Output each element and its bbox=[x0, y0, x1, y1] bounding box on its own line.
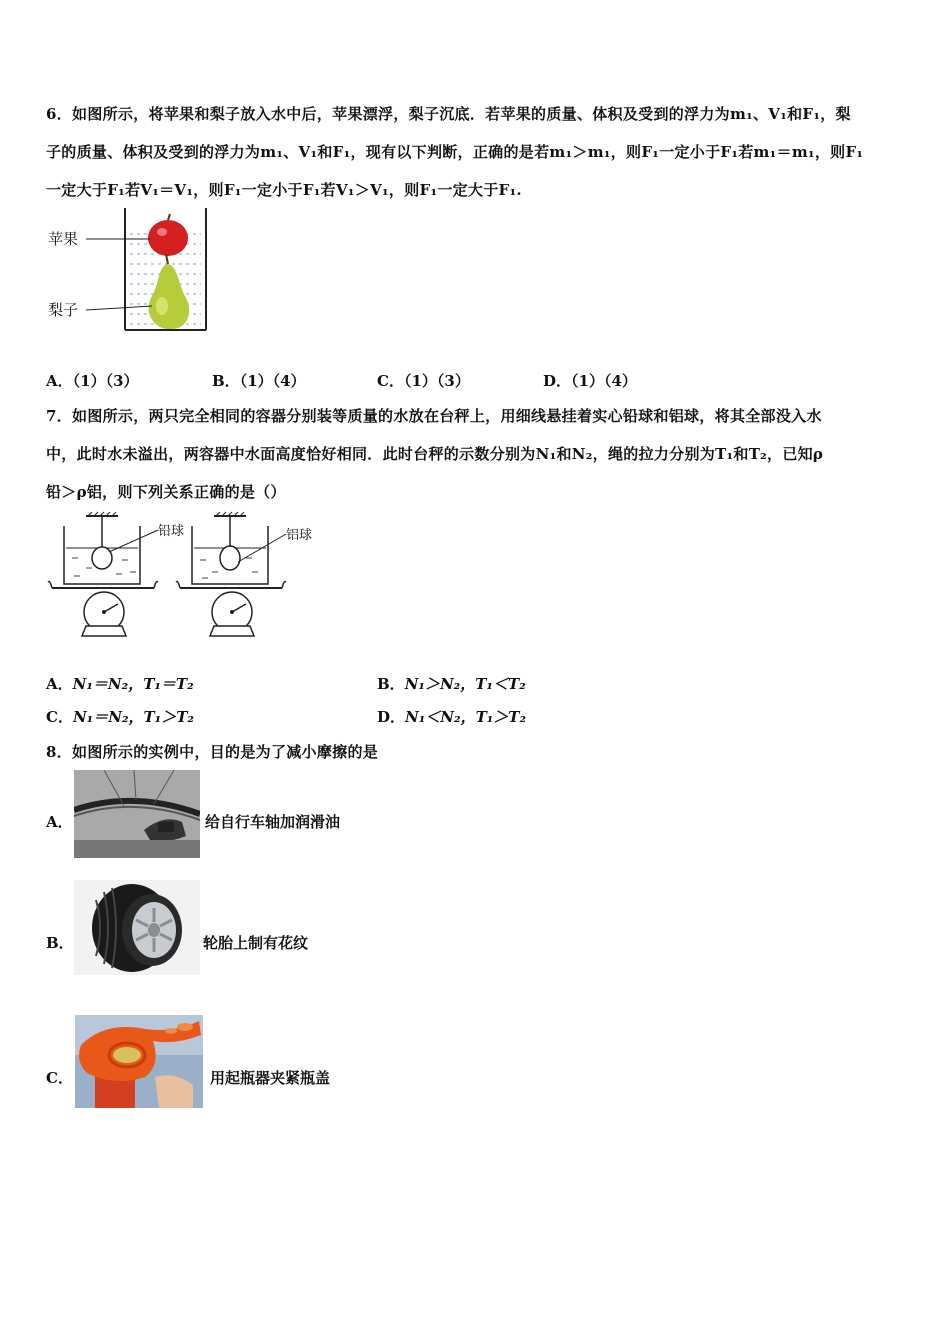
q6-stem-line-2: 子的质量、体积及受到的浮力为m₁、V₁和F₁，现有以下判断，正确的是若m₁＞m₁，则F₁一定小于F₁若m₁＝m₁，则F₁ bbox=[46, 143, 864, 161]
q6-option-d[interactable]: D．（1）（4） bbox=[543, 372, 637, 390]
bottle-opener-photo bbox=[75, 1015, 203, 1108]
q8-option-b-letter[interactable]: B． bbox=[46, 934, 74, 952]
q7-stem-line-1: 7．如图所示，两只完全相同的容器分别装等质量的水放在台秤上，用细线悬挂着实心铅球和铝球，将其全部没入水 bbox=[46, 407, 822, 425]
tire-photo bbox=[74, 880, 200, 975]
q6-stem-line-1: 6．如图所示，将苹果和梨子放入水中后，苹果漂浮，梨子沉底．若苹果的质量、体积及受到的浮力为m₁、V₁和F₁，梨 bbox=[46, 105, 851, 123]
q6-option-a[interactable]: A．（1）（3） bbox=[46, 372, 139, 390]
pear-label: 梨子 bbox=[48, 301, 79, 319]
bicycle-oil-photo bbox=[74, 770, 200, 858]
q7-option-c[interactable]: C．N₁＝N₂，T₁＞T₂ bbox=[46, 708, 194, 726]
apple-shape bbox=[148, 220, 188, 256]
q8-option-a-letter[interactable]: A． bbox=[46, 813, 73, 831]
q6-stem-line-3: 一定大于F₁若V₁＝V₁，则F₁一定小于F₁若V₁＞V₁，则F₁一定大于F₁. bbox=[46, 181, 522, 199]
apple-pear-figure bbox=[46, 206, 216, 336]
q7-stem-line-2: 中，此时水未溢出，两容器中水面高度恰好相同．此时台秤的示数分别为N₁和N₂，绳的拉力分别为T₁和T₂，已知ρ bbox=[46, 445, 824, 463]
q8-stem: 8．如图所示的实例中，目的是为了减小摩擦的是 bbox=[46, 743, 379, 761]
aluminum-ball-label: 铝球 bbox=[286, 528, 313, 543]
q7-option-a[interactable]: A．N₁＝N₂，T₁＝T₂ bbox=[46, 675, 194, 693]
q7-option-b[interactable]: B．N₁＞N₂，T₁＜T₂ bbox=[377, 675, 526, 693]
pear-shape bbox=[149, 264, 190, 329]
q8-option-c-letter[interactable]: C． bbox=[46, 1069, 73, 1087]
q8-option-a-text[interactable]: 给自行车轴加润滑油 bbox=[205, 813, 341, 831]
q8-option-c-text[interactable]: 用起瓶器夹紧瓶盖 bbox=[210, 1069, 331, 1087]
right-scale-setup bbox=[176, 512, 286, 636]
left-scale-setup bbox=[48, 512, 158, 636]
q7-stem-line-3: 铅＞ρ铝，则下列关系正确的是（） bbox=[46, 483, 286, 501]
apple-label: 苹果 bbox=[48, 230, 79, 248]
q8-option-b-text[interactable]: 轮胎上制有花纹 bbox=[203, 934, 309, 952]
q6-option-c[interactable]: C．（1）（3） bbox=[377, 372, 470, 390]
q7-option-d[interactable]: D．N₁＜N₂，T₁＞T₂ bbox=[377, 708, 527, 726]
scale-figure bbox=[46, 510, 336, 645]
q6-option-b[interactable]: B．（1）（4） bbox=[212, 372, 306, 390]
lead-ball-label: 铅球 bbox=[158, 524, 185, 539]
